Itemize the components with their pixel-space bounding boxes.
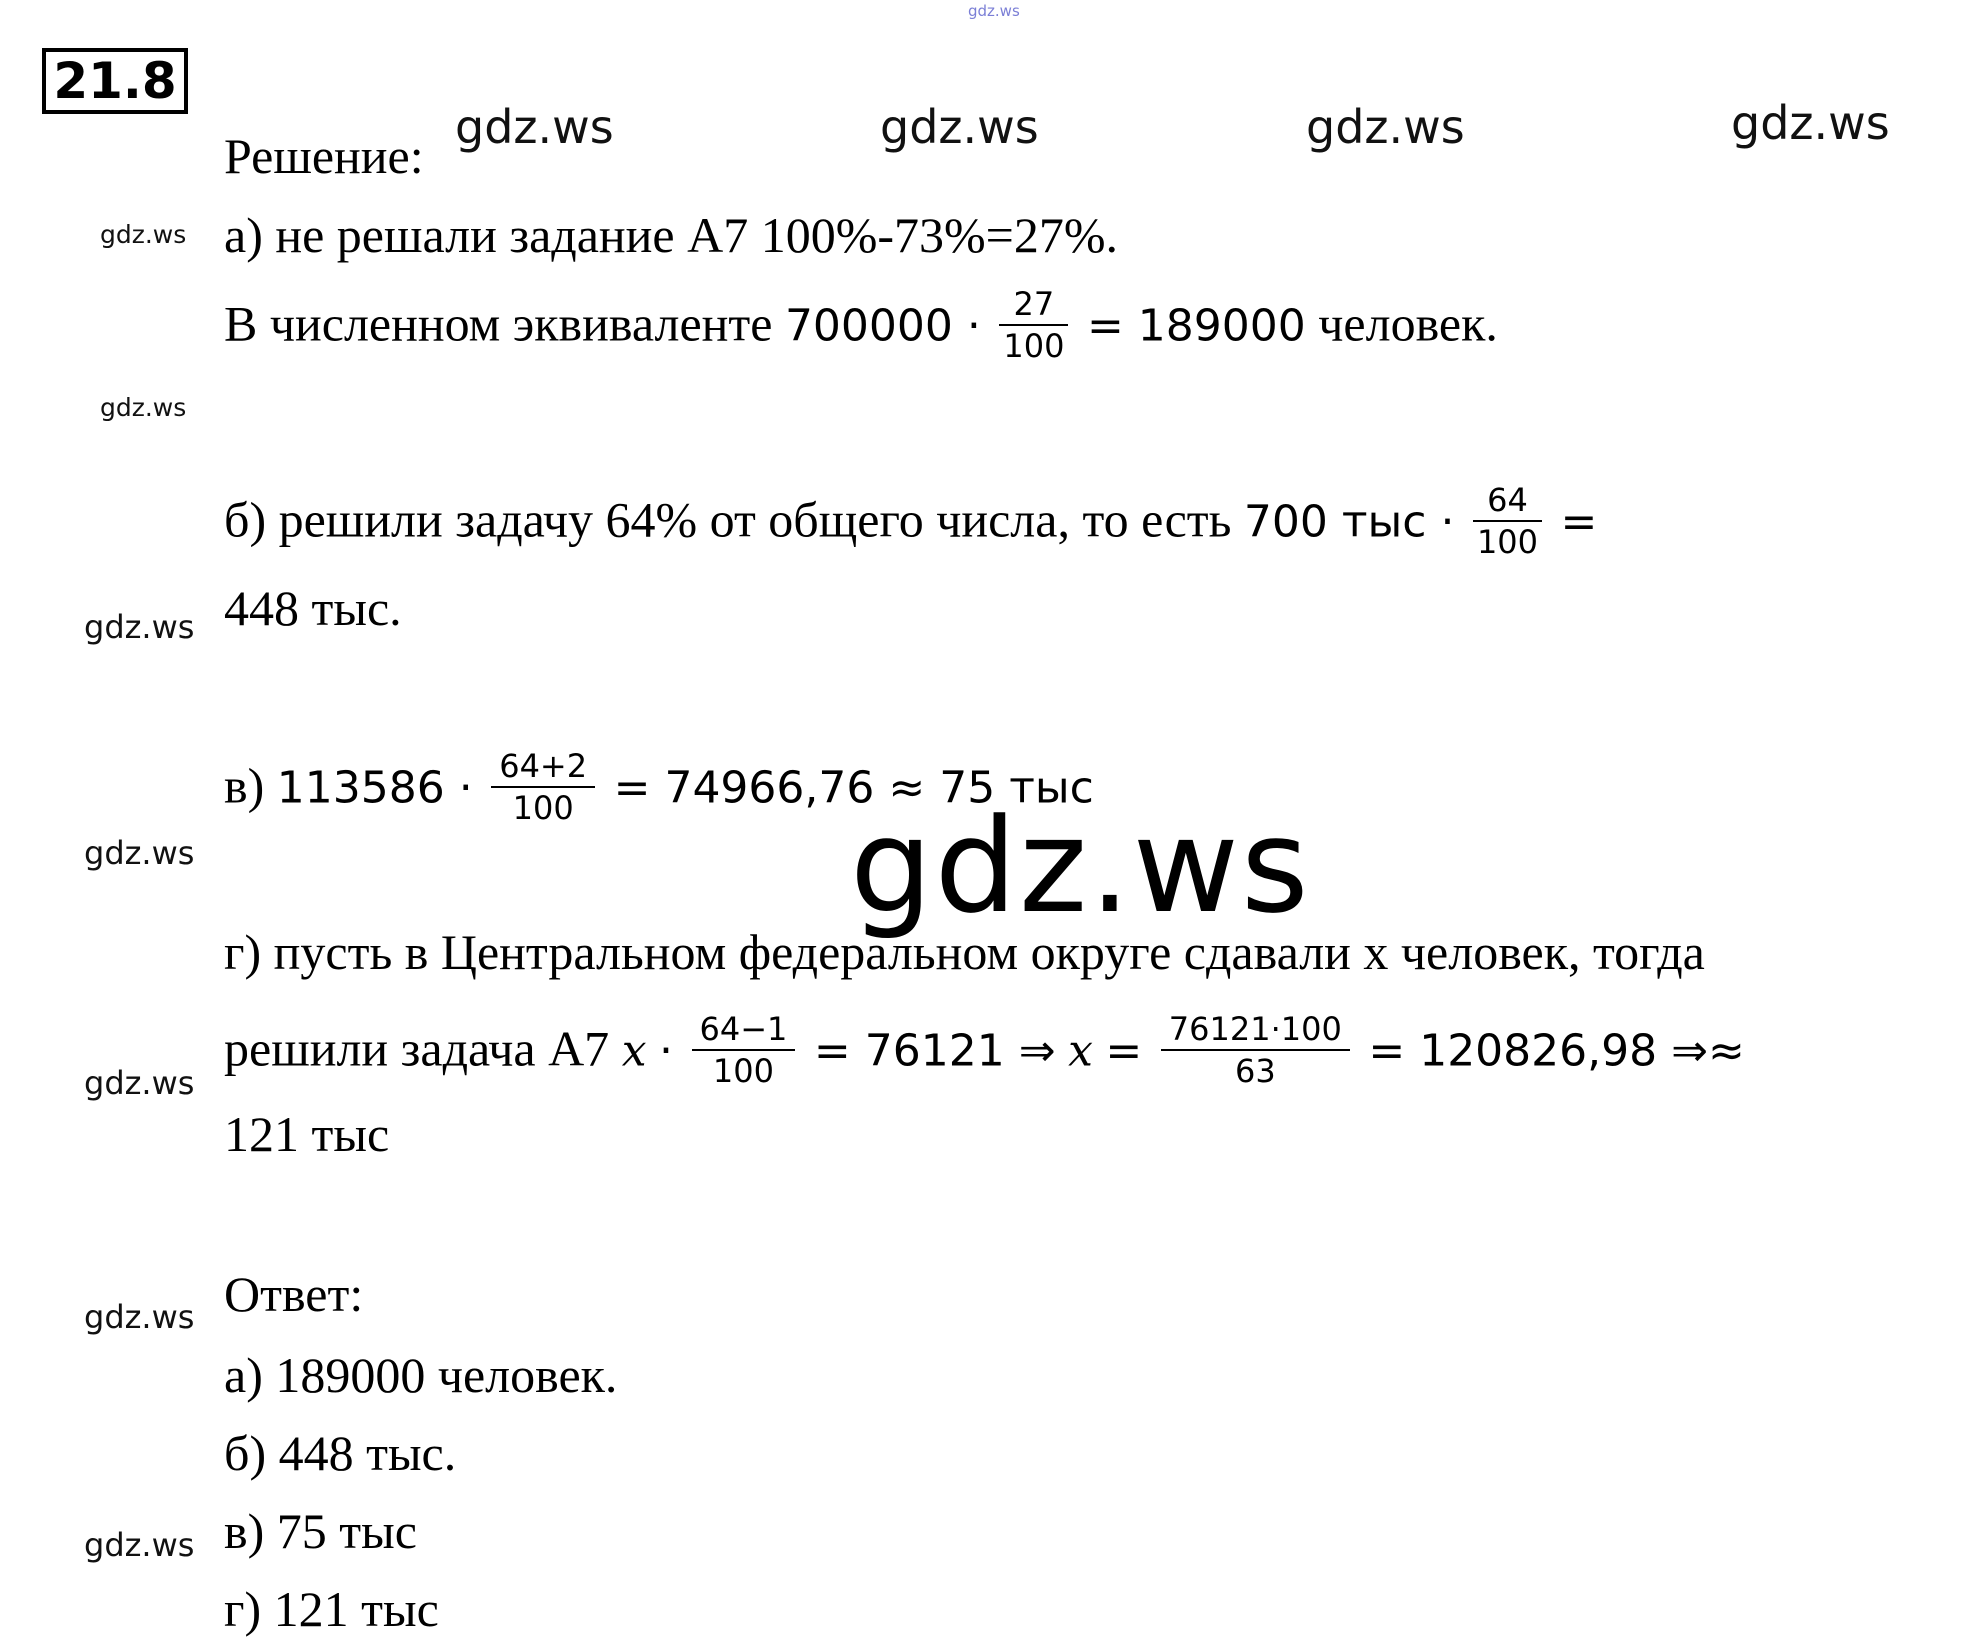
part-c-expr-left: 113586 · [276, 762, 473, 814]
fraction-denominator: 63 [1234, 1052, 1276, 1090]
fraction-denominator: 100 [1003, 327, 1065, 365]
part-d-mid: = 76121 ⇒ [813, 1025, 1056, 1077]
part-a-expr-right: = 189000 [1086, 300, 1306, 352]
header-watermark: gdz.ws [1306, 100, 1465, 154]
part-b-line1 [224, 481, 1598, 564]
answer-item: г) 121 тыс [224, 1581, 439, 1637]
equals-sign: = [1105, 1025, 1143, 1077]
multiply-dot: · [659, 1025, 674, 1077]
answer-item: б) 448 тыс. [224, 1425, 457, 1481]
part-a-expr-left: 700000 · [784, 300, 981, 352]
fraction-numerator: 76121·100 [1161, 1011, 1350, 1051]
side-watermark: gdz.ws [84, 608, 195, 646]
part-d-fraction2 [1161, 1011, 1350, 1089]
part-b-equals: = [1560, 496, 1598, 548]
side-watermark: gdz.ws [100, 393, 187, 422]
fraction-numerator: 27 [999, 286, 1068, 326]
part-b-expr-left: 700 тыс · [1243, 496, 1455, 548]
answer-item: в) 75 тыс [224, 1503, 417, 1559]
fraction-denominator: 100 [1476, 523, 1539, 561]
part-a-prefix: В численном эквиваленте [224, 295, 773, 352]
side-watermark: gdz.ws [84, 834, 195, 872]
header-watermark: gdz.ws [455, 100, 614, 154]
part-c-fraction [491, 748, 595, 826]
part-d-fraction1 [692, 1011, 796, 1089]
solution-heading: Решение: [224, 128, 424, 184]
header-watermark: gdz.ws [1731, 96, 1890, 150]
top-watermark: gdz.ws [968, 2, 1020, 20]
fraction-numerator: 64+2 [491, 748, 595, 788]
fraction-numerator: 64−1 [692, 1011, 796, 1051]
part-c-prefix: в) [224, 757, 265, 814]
part-c-expr-right: = 74966,76 ≈ 75 тыс [613, 762, 1094, 814]
part-b-prefix: б) решили задачу 64% от общего числа, то есть [224, 491, 1232, 548]
answer-heading: Ответ: [224, 1266, 364, 1322]
part-a-line2 [224, 285, 1498, 368]
side-watermark: gdz.ws [84, 1298, 195, 1336]
fraction-numerator: 64 [1473, 482, 1542, 522]
part-a-suffix: человек. [1318, 295, 1498, 352]
fraction-denominator: 100 [512, 789, 574, 827]
variable-x: x [621, 1025, 647, 1077]
part-c-line [224, 747, 1094, 830]
part-b-result: 448 тыс. [224, 580, 402, 636]
part-b-fraction [1473, 482, 1542, 560]
side-watermark: gdz.ws [100, 220, 187, 249]
center-watermark: gdz.ws [850, 790, 1311, 942]
part-d-expr-right: = 120826,98 ⇒≈ [1368, 1025, 1745, 1077]
variable-x: x [1068, 1025, 1093, 1077]
header-watermark: gdz.ws [880, 100, 1039, 154]
part-d-line3: 121 тыс [224, 1106, 390, 1162]
part-d-line1: г) пусть в Центральном федеральном округе сдавали х человек, тогда [224, 924, 1705, 980]
side-watermark: gdz.ws [84, 1064, 195, 1102]
task-number-box: 21.8 [42, 48, 188, 114]
side-watermark: gdz.ws [84, 1526, 195, 1564]
part-d-line2 [224, 1010, 1745, 1093]
part-a-line1: а) не решали задание А7 100%-73%=27%. [224, 207, 1119, 263]
part-d-prefix: решили задача А7 [224, 1020, 610, 1077]
part-a-fraction [999, 286, 1068, 364]
answer-item: а) 189000 человек. [224, 1347, 618, 1403]
fraction-denominator: 100 [712, 1052, 774, 1090]
